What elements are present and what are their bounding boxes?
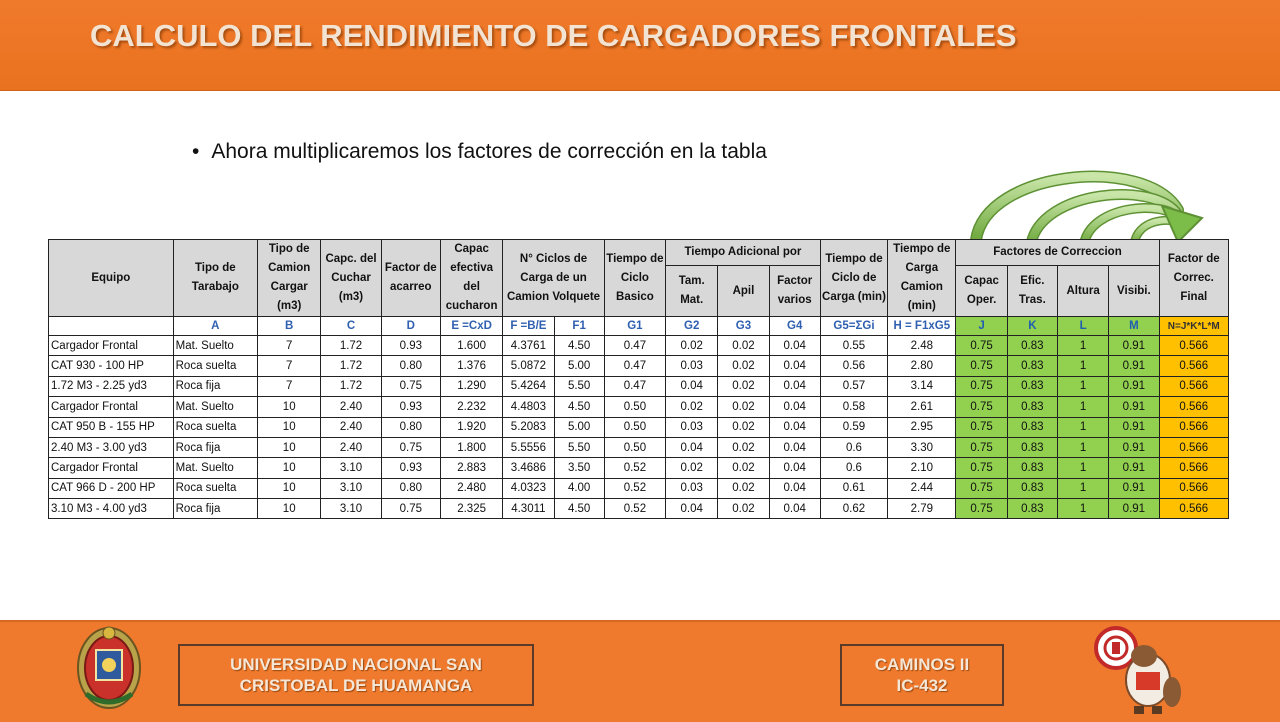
table-cell: 10 [258,397,321,417]
table-cell: 2.40 [321,417,381,437]
table-cell: 0.02 [666,336,718,356]
table-cell: 2.10 [888,458,956,478]
table-cell: 0.03 [666,417,718,437]
university-line-2: CRISTOBAL DE HUAMANGA [239,676,473,695]
university-crest-icon [74,624,144,714]
table-cell: 0.03 [666,356,718,376]
letter-cell: G4 [769,317,820,336]
table-cell: 2.61 [888,397,956,417]
table-row [49,417,1229,437]
table-cell: 7 [258,356,321,376]
table-cell: 0.50 [604,437,665,457]
table-cell: 0.83 [1007,437,1057,457]
table-cell: 5.00 [554,417,604,437]
table-cell: 0.93 [381,397,440,417]
table-cell: 1.72 [321,376,381,396]
table-cell: 0.55 [820,336,887,356]
table-cell: Mat. Suelto [173,397,257,417]
col-header-capc-cuchar: Capc. del Cuchar (m3) [321,240,381,317]
col-header-tiempo-carga-camion: Tiempo de Carga Camion (min) [888,240,956,317]
slide-header [0,0,1280,91]
letter-cell: E =CxD [440,317,502,336]
table-cell: 1.72 [321,356,381,376]
table-cell: 0.91 [1109,356,1159,376]
table-cell: 0.91 [1109,478,1159,498]
table-cell: 10 [258,478,321,498]
table-cell: 0.04 [769,458,820,478]
table-cell: 0.75 [956,458,1007,478]
table-cell: Roca fija [173,437,257,457]
table-cell: 1.800 [440,437,502,457]
table-cell: 1.72 M3 - 2.25 yd3 [49,376,174,396]
table-cell: 10 [258,437,321,457]
table-cell: 0.02 [718,437,769,457]
table-cell: 0.93 [381,458,440,478]
table-cell: 7 [258,376,321,396]
table-cell: 0.91 [1109,397,1159,417]
letter-cell: B [258,317,321,336]
table-cell: 0.02 [718,478,769,498]
table-cell: 0.80 [381,417,440,437]
table-cell: 1.600 [440,336,502,356]
table-cell: Roca suelta [173,356,257,376]
table-cell: 0.83 [1007,356,1057,376]
table-cell: Roca suelta [173,478,257,498]
table-cell: 1 [1057,397,1108,417]
table-cell: 3.10 M3 - 4.00 yd3 [49,499,174,519]
table-cell: 3.10 [321,458,381,478]
table-cell: 0.566 [1159,437,1228,457]
table-cell: 2.79 [888,499,956,519]
table-cell: 0.03 [666,478,718,498]
letter-cell: C [321,317,381,336]
table-cell: 2.80 [888,356,956,376]
letter-cell: A [173,317,257,336]
table-cell: 2.480 [440,478,502,498]
table-cell: 0.02 [718,397,769,417]
col-header-efic-tras: Efic. Tras. [1007,266,1057,317]
table-cell: 4.3761 [503,336,554,356]
table-row [49,499,1229,519]
table-cell: 0.93 [381,336,440,356]
table-cell: 0.83 [1007,417,1057,437]
table-cell: 4.0323 [503,478,554,498]
table-cell: 0.75 [956,437,1007,457]
letter-cell: G5=ΣGi [820,317,887,336]
table-cell: 4.00 [554,478,604,498]
table-cell: 0.02 [718,499,769,519]
table-cell: 1.72 [321,336,381,356]
table-cell: 2.883 [440,458,502,478]
table-cell: 0.04 [769,397,820,417]
col-header-tiempo-basico: Tiempo de Ciclo Basico [604,240,665,317]
table-cell: 0.02 [718,356,769,376]
header-row-1 [49,240,1229,266]
table-cell: 0.59 [820,417,887,437]
col-header-factor-acarreo: Factor de acarreo [381,240,440,317]
table-cell: 0.91 [1109,417,1159,437]
table-cell: 0.566 [1159,478,1228,498]
col-header-factor-varios: Factor varios [769,266,820,317]
table-cell: 1 [1057,458,1108,478]
table-cell: 0.75 [956,356,1007,376]
table-cell: 5.2083 [503,417,554,437]
table-cell: Roca fija [173,376,257,396]
curved-arrows-icon [966,160,1216,250]
table-cell: 4.50 [554,336,604,356]
table-cell: 0.83 [1007,478,1057,498]
table-cell: 2.44 [888,478,956,498]
table-cell: 0.75 [956,499,1007,519]
letter-row [49,317,1229,336]
table-cell: 0.02 [718,336,769,356]
table-cell: 0.02 [666,458,718,478]
table-cell: 4.4803 [503,397,554,417]
col-header-ciclos: N° Ciclos de Carga de un Camion Volquete [503,240,605,317]
table-cell: 0.75 [956,397,1007,417]
col-header-tiempo-adicional: Tiempo Adicional por [666,240,821,266]
table-cell: 5.5556 [503,437,554,457]
table-cell: 0.04 [769,336,820,356]
table-cell: 0.02 [718,458,769,478]
table-cell: 1 [1057,437,1108,457]
table-cell: 0.02 [718,417,769,437]
table-cell: 0.91 [1109,437,1159,457]
table-cell: 0.566 [1159,499,1228,519]
table-cell: 3.4686 [503,458,554,478]
table-row [49,437,1229,457]
table-cell: 0.58 [820,397,887,417]
letter-cell: G3 [718,317,769,336]
letter-cell: N=J*K*L*M [1159,317,1228,336]
table-cell: 0.91 [1109,336,1159,356]
table-cell: 0.56 [820,356,887,376]
table-cell: 0.47 [604,336,665,356]
table-cell: 10 [258,458,321,478]
table-cell: 3.14 [888,376,956,396]
table-row [49,356,1229,376]
table-cell: 0.83 [1007,458,1057,478]
table-cell: Roca suelta [173,417,257,437]
col-header-visibi: Visibi. [1109,266,1159,317]
bullet-dot: • [192,140,200,163]
col-header-apil: Apil [718,266,769,317]
table-cell: 5.00 [554,356,604,376]
table-cell: 2.40 M3 - 3.00 yd3 [49,437,174,457]
table-cell: Cargador Frontal [49,336,174,356]
table-cell: CAT 950 B - 155 HP [49,417,174,437]
university-line-1: UNIVERSIDAD NACIONAL SAN [230,655,482,674]
table-cell: Roca fija [173,499,257,519]
table-cell: 0.04 [666,437,718,457]
table-cell: 0.75 [381,499,440,519]
letter-cell: G1 [604,317,665,336]
table-cell: Mat. Suelto [173,458,257,478]
table-cell: 1 [1057,417,1108,437]
table-row [49,478,1229,498]
table-cell: 2.40 [321,397,381,417]
table-cell: 3.10 [321,499,381,519]
table-cell: 0.80 [381,478,440,498]
university-name-box [178,644,534,706]
table-cell: Cargador Frontal [49,458,174,478]
table-cell: 0.566 [1159,376,1228,396]
table-cell: 3.50 [554,458,604,478]
table-cell: 0.6 [820,458,887,478]
table-cell: 0.57 [820,376,887,396]
table-cell: 1 [1057,376,1108,396]
col-header-equipo: Equipo [49,240,174,317]
table-cell: 5.0872 [503,356,554,376]
table-cell: 0.6 [820,437,887,457]
table-cell: 3.10 [321,478,381,498]
table-cell: 4.3011 [503,499,554,519]
col-header-altura: Altura [1057,266,1108,317]
letter-cell: F1 [554,317,604,336]
table-cell: 0.52 [604,499,665,519]
table-cell: 5.50 [554,376,604,396]
table-cell: 0.62 [820,499,887,519]
slide-title: CALCULO DEL RENDIMIENTO DE CARGADORES FRONTALES [90,18,1017,53]
table-cell: 1.290 [440,376,502,396]
table-cell: 0.566 [1159,336,1228,356]
table-cell: 0.47 [604,376,665,396]
letter-cell: G2 [666,317,718,336]
col-header-factor-final: Factor de Correc. Final [1159,240,1228,317]
col-header-tipo-camion: Tipo de Camion Cargar (m3) [258,240,321,317]
col-header-tiempo-ciclo-carga: Tiempo de Ciclo de Carga (min) [820,240,887,317]
table-cell: CAT 966 D - 200 HP [49,478,174,498]
table-cell: 0.02 [718,376,769,396]
table-cell: 10 [258,417,321,437]
course-line-2: IC-432 [896,676,948,695]
table-cell: 0.75 [956,376,1007,396]
letter-cell: H = F1xG5 [888,317,956,336]
table-cell: 0.04 [769,499,820,519]
table-cell: 0.04 [769,376,820,396]
table-cell: 3.30 [888,437,956,457]
table-cell: 0.75 [956,478,1007,498]
letter-cell: L [1057,317,1108,336]
loader-performance-table [48,239,1229,519]
col-header-capac-oper: Capac Oper. [956,266,1007,317]
table-cell: 4.50 [554,397,604,417]
table-cell: 0.83 [1007,336,1057,356]
table-cell: 5.50 [554,437,604,457]
table-cell: 2.95 [888,417,956,437]
letter-cell-blank [49,317,174,336]
table-cell: 4.50 [554,499,604,519]
table-cell: 0.566 [1159,417,1228,437]
table-cell: 0.52 [604,478,665,498]
table-cell: 0.04 [769,478,820,498]
course-line-1: CAMINOS II [874,655,970,674]
table-body [49,336,1229,519]
table-cell: 0.04 [769,417,820,437]
col-header-tam-mat: Tam. Mat. [666,266,718,317]
table-row [49,336,1229,356]
table-cell: 0.83 [1007,397,1057,417]
course-box [840,644,1004,706]
table-cell: 2.325 [440,499,502,519]
table-cell: 0.91 [1109,376,1159,396]
table-row [49,376,1229,396]
table-cell: 0.80 [381,356,440,376]
table-cell: 0.75 [956,336,1007,356]
table-cell: 0.50 [604,417,665,437]
table-cell: 0.91 [1109,458,1159,478]
col-header-tipo-trabajo: Tipo de Tarabajo [173,240,257,317]
table-cell: 0.04 [666,376,718,396]
table-cell: 0.566 [1159,458,1228,478]
table-row [49,458,1229,478]
table-cell: 0.75 [381,376,440,396]
table-cell: 2.40 [321,437,381,457]
table-cell: 0.566 [1159,356,1228,376]
letter-cell: D [381,317,440,336]
table-cell: 10 [258,499,321,519]
table-cell: 0.566 [1159,397,1228,417]
table-cell: 0.47 [604,356,665,376]
table-cell: 0.61 [820,478,887,498]
table-row [49,397,1229,417]
bullet-point [192,140,767,164]
letter-cell: F =B/E [503,317,554,336]
table-cell: 0.91 [1109,499,1159,519]
table-cell: 0.50 [604,397,665,417]
table-cell: 0.75 [381,437,440,457]
table-cell: CAT 930 - 100 HP [49,356,174,376]
table-cell: 7 [258,336,321,356]
table-cell: 0.83 [1007,499,1057,519]
table-cell: 0.83 [1007,376,1057,396]
table-cell: 1 [1057,336,1108,356]
table-cell: 1 [1057,499,1108,519]
bullet-text: Ahora multiplicaremos los factores de corrección en la tabla [211,140,767,163]
table-cell: 2.232 [440,397,502,417]
letter-cell: M [1109,317,1159,336]
table-cell: 1 [1057,478,1108,498]
col-header-factores-correccion: Factores de Correccion [956,240,1159,266]
table-cell: 0.52 [604,458,665,478]
engineering-mascot-logo-icon [1092,622,1184,718]
table-cell: 1 [1057,356,1108,376]
table-cell: 0.75 [956,417,1007,437]
table-cell: Mat. Suelto [173,336,257,356]
table-cell: 0.04 [769,437,820,457]
table-cell: Cargador Frontal [49,397,174,417]
table-cell: 0.04 [769,356,820,376]
table-cell: 0.02 [666,397,718,417]
table-cell: 0.04 [666,499,718,519]
table-cell: 1.376 [440,356,502,376]
table-cell: 5.4264 [503,376,554,396]
letter-cell: K [1007,317,1057,336]
letter-cell: J [956,317,1007,336]
col-header-capac-efectiva: Capac efectiva del cucharon [440,240,502,317]
table-cell: 2.48 [888,336,956,356]
table-cell: 1.920 [440,417,502,437]
